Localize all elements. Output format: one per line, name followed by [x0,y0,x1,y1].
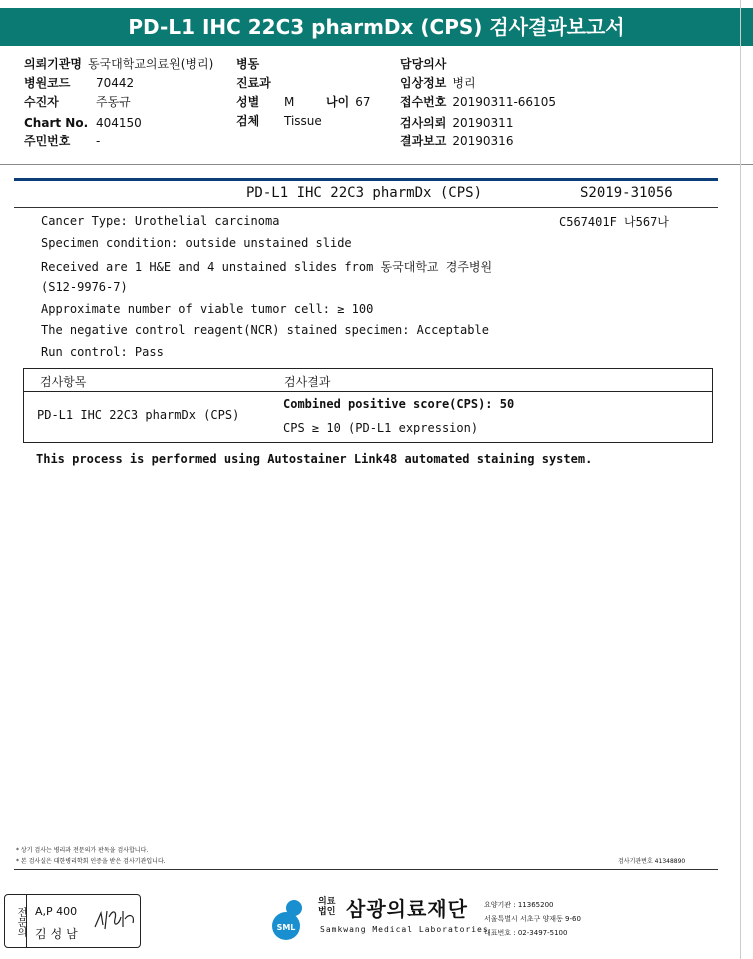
header-divider [0,164,753,165]
receipt-key: 접수번호 [400,95,447,109]
table-header-result: 검사결과 [284,375,331,389]
patient-key: 수진자 [24,95,59,109]
footnote-1: * 상기 검사는 병리과 전문의가 판독을 검사합니다. [16,847,149,854]
code-value: 70442 [96,76,135,90]
org-type-1: 의료 [318,897,336,907]
report-top-rule [14,178,718,181]
process-note: This process is performed using Autostainer Link48 automated staining system. [36,452,593,466]
signature-icon [93,905,137,935]
specimen-value: Tissue [284,114,322,128]
footer-rule [14,869,718,870]
rrn-key: 주민번호 [24,134,71,148]
result-table [23,368,713,443]
report-line: Received are 1 H&E and 4 unstained slides from 동국대학교 경주병원 [41,260,493,274]
doctor-row [400,55,452,73]
clinical-value: 병리 [452,76,476,90]
org-type-2: 법인 [318,907,336,917]
code-row [24,74,134,92]
stamp-label: 전문의 [5,895,27,947]
table-header-rule [24,391,712,392]
stamp-name: 김성남 [35,927,82,941]
table-header-item: 검사항목 [40,375,87,389]
dept-key: 진료과 [236,76,271,90]
hospital-value: 동국대학교의료원(병리) [87,57,214,71]
table-result-expression: CPS ≥ 10 (PD-L1 expression) [283,421,479,435]
report-test-title: PD-L1 IHC 22C3 pharmDx (CPS) [246,185,483,201]
footnote-2: * 본 검사실은 대한병리학회 인증을 받은 검사기관입니다. [16,858,166,865]
hospital-key: 의뢰기관명 [24,57,82,71]
report-line: The negative control reagent(NCR) stained specimen: Acceptable [41,323,489,337]
receipt-row [400,93,556,111]
specimen-code: C567401F 나567나 [559,215,669,229]
rrn-row [24,132,100,150]
sml-logo-icon [270,896,318,944]
report-line: Cancer Type: Urothelial carcinoma [41,214,280,228]
receipt-value: 20190311-66105 [452,95,556,109]
logo-text: SML [276,923,296,932]
specimen-row [236,112,322,130]
specimen-key: 검체 [236,114,260,128]
org-info-2: 서울특별시 서초구 양재동 9-60 [484,915,581,923]
org-english-name: Samkwang Medical Laboratories [320,925,489,934]
chart-row [24,114,142,132]
dept-row [236,74,277,92]
age-row [326,93,370,111]
report-line: Specimen condition: outside unstained slide [41,236,352,250]
patient-row [24,93,131,111]
report-title-rule [14,207,718,208]
chart-value: 404150 [96,116,142,130]
ward-row [236,55,265,73]
table-result-score: Combined positive score(CPS): 50 [283,397,515,411]
report-title: PD-L1 IHC 22C3 pharmDx (CPS) 검사결과보고서 [0,8,753,46]
stamp-ap: A,P 400 [35,905,78,918]
specialist-stamp [4,894,141,948]
report-date-key: 결과보고 [400,134,447,148]
age-value: 67 [355,95,371,109]
right-edge-line [740,0,741,959]
org-info-1: 요양기관 : 11365200 [484,901,554,909]
report-date-value: 20190316 [452,134,514,148]
clinical-row [400,74,476,92]
org-type [318,897,335,917]
chart-key: Chart No. [24,116,89,130]
table-item: PD-L1 IHC 22C3 pharmDx (CPS) [37,408,240,422]
request-key: 검사의뢰 [400,116,447,130]
report-line: Run control: Pass [41,345,164,359]
patient-value: 주동규 [96,95,131,109]
report-number: S2019-31056 [580,185,673,201]
cert-number: 검사기관번호 41348890 [618,858,686,865]
request-row [400,114,513,132]
org-info-3: 대표번호 : 02-3497-5100 [484,929,568,937]
report-date-row [400,132,513,150]
report-body [14,172,718,872]
sex-value: M [284,95,295,109]
age-key: 나이 [326,95,350,109]
ward-key: 병동 [236,57,260,71]
doctor-key: 담당의사 [400,57,447,71]
hospital-row [24,55,213,73]
request-value: 20190311 [452,116,514,130]
sex-row [236,93,294,111]
report-line: Approximate number of viable tumor cell: ≥ 100 [41,302,374,316]
code-key: 병원코드 [24,76,71,90]
rrn-value: - [96,134,101,148]
org-name: 삼광의료재단 [346,897,468,921]
sex-key: 성별 [236,95,260,109]
clinical-key: 임상정보 [400,76,447,90]
report-line: (S12-9976-7) [41,280,128,294]
